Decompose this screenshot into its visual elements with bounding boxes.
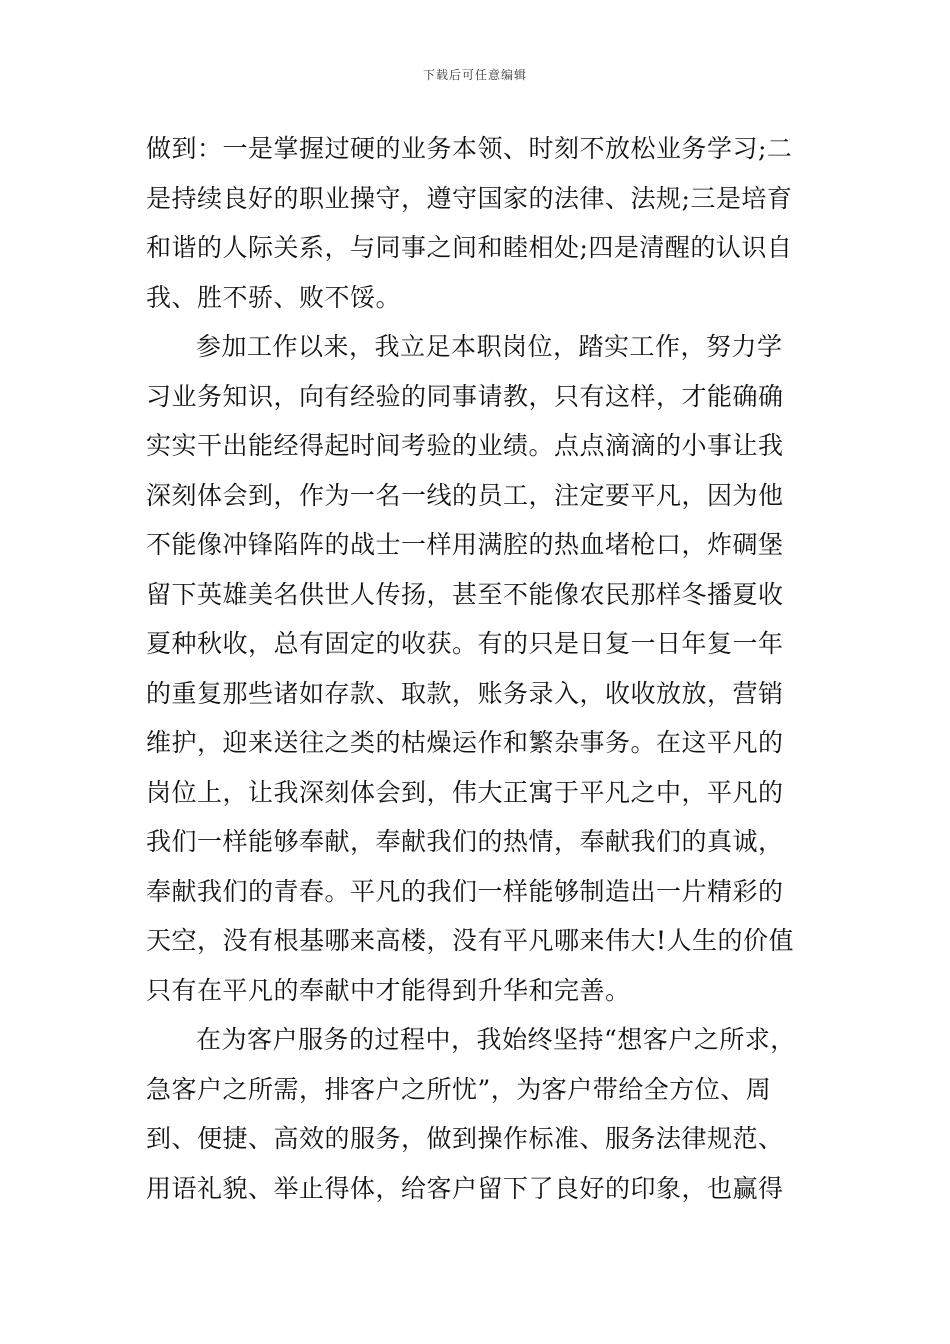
text-line: 我、胜不骄、败不馁。 <box>146 282 402 312</box>
text-line: 习业务知识，向有经验的同事请教，只有这样，才能确确 <box>146 381 784 411</box>
paragraph-first-line: 参加工作以来，我立足本职岗位，踏实工作，努力学 <box>196 332 783 361</box>
text-line: 岗位上，让我深刻体会到，伟大正寓于平凡之中，平凡的 <box>146 777 784 807</box>
text-line: 急客户之所需，排客户之所忧”，为客户带给全方位、周 <box>146 1074 772 1104</box>
page-header-note: 下载后可任意编辑 <box>422 68 527 82</box>
text-line: 实实干出能经得起时间考验的业绩。点点滴滴的小事让我 <box>146 431 784 460</box>
text-line: 到、便捷、高效的服务，做到操作标准、服务法律规范、 <box>146 1124 784 1153</box>
text-line: 和谐的人际关系，与同事之间和睦相处;四是清醒的认识自 <box>146 233 793 262</box>
text-line: 夏种秋收，总有固定的收获。有的只是日复一日年复一年 <box>146 629 784 658</box>
text-line: 深刻体会到，作为一名一线的员工，注定要平凡，因为他 <box>146 480 784 510</box>
text-line: 是持续良好的职业操守，遵守国家的法律、法规;三是培育 <box>146 183 793 213</box>
text-line: 留下英雄美名供世人传扬，甚至不能像农民那样冬播夏收 <box>146 579 784 609</box>
text-line: 做到：一是掌握过硬的业务本领、时刻不放松业务学习;二 <box>146 134 793 163</box>
text-line: 只有在平凡的奉献中才能得到升华和完善。 <box>146 975 631 1005</box>
text-line: 用语礼貌、举止得体，给客户留下了良好的印象，也赢得 <box>146 1173 784 1203</box>
paragraph-first-line: 在为客户服务的过程中，我始终坚持“想客户之所求， <box>196 1025 796 1054</box>
document-body <box>146 124 818 1213</box>
text-line: 不能像冲锋陷阵的战士一样用满腔的热血堵枪口，炸碉堡 <box>146 530 784 559</box>
text-line: 天空，没有根基哪来高楼，没有平凡哪来伟大!人生的价值 <box>146 926 795 955</box>
text-line: 我们一样能够奉献，奉献我们的热情，奉献我们的真诚， <box>146 827 784 856</box>
text-line: 奉献我们的青春。平凡的我们一样能够制造出一片精彩的 <box>146 876 784 906</box>
text-line: 维护，迎来送往之类的枯燥运作和繁杂事务。在这平凡的 <box>146 728 784 757</box>
text-line: 的重复那些诸如存款、取款，账务录入，收收放放，营销 <box>146 678 784 708</box>
